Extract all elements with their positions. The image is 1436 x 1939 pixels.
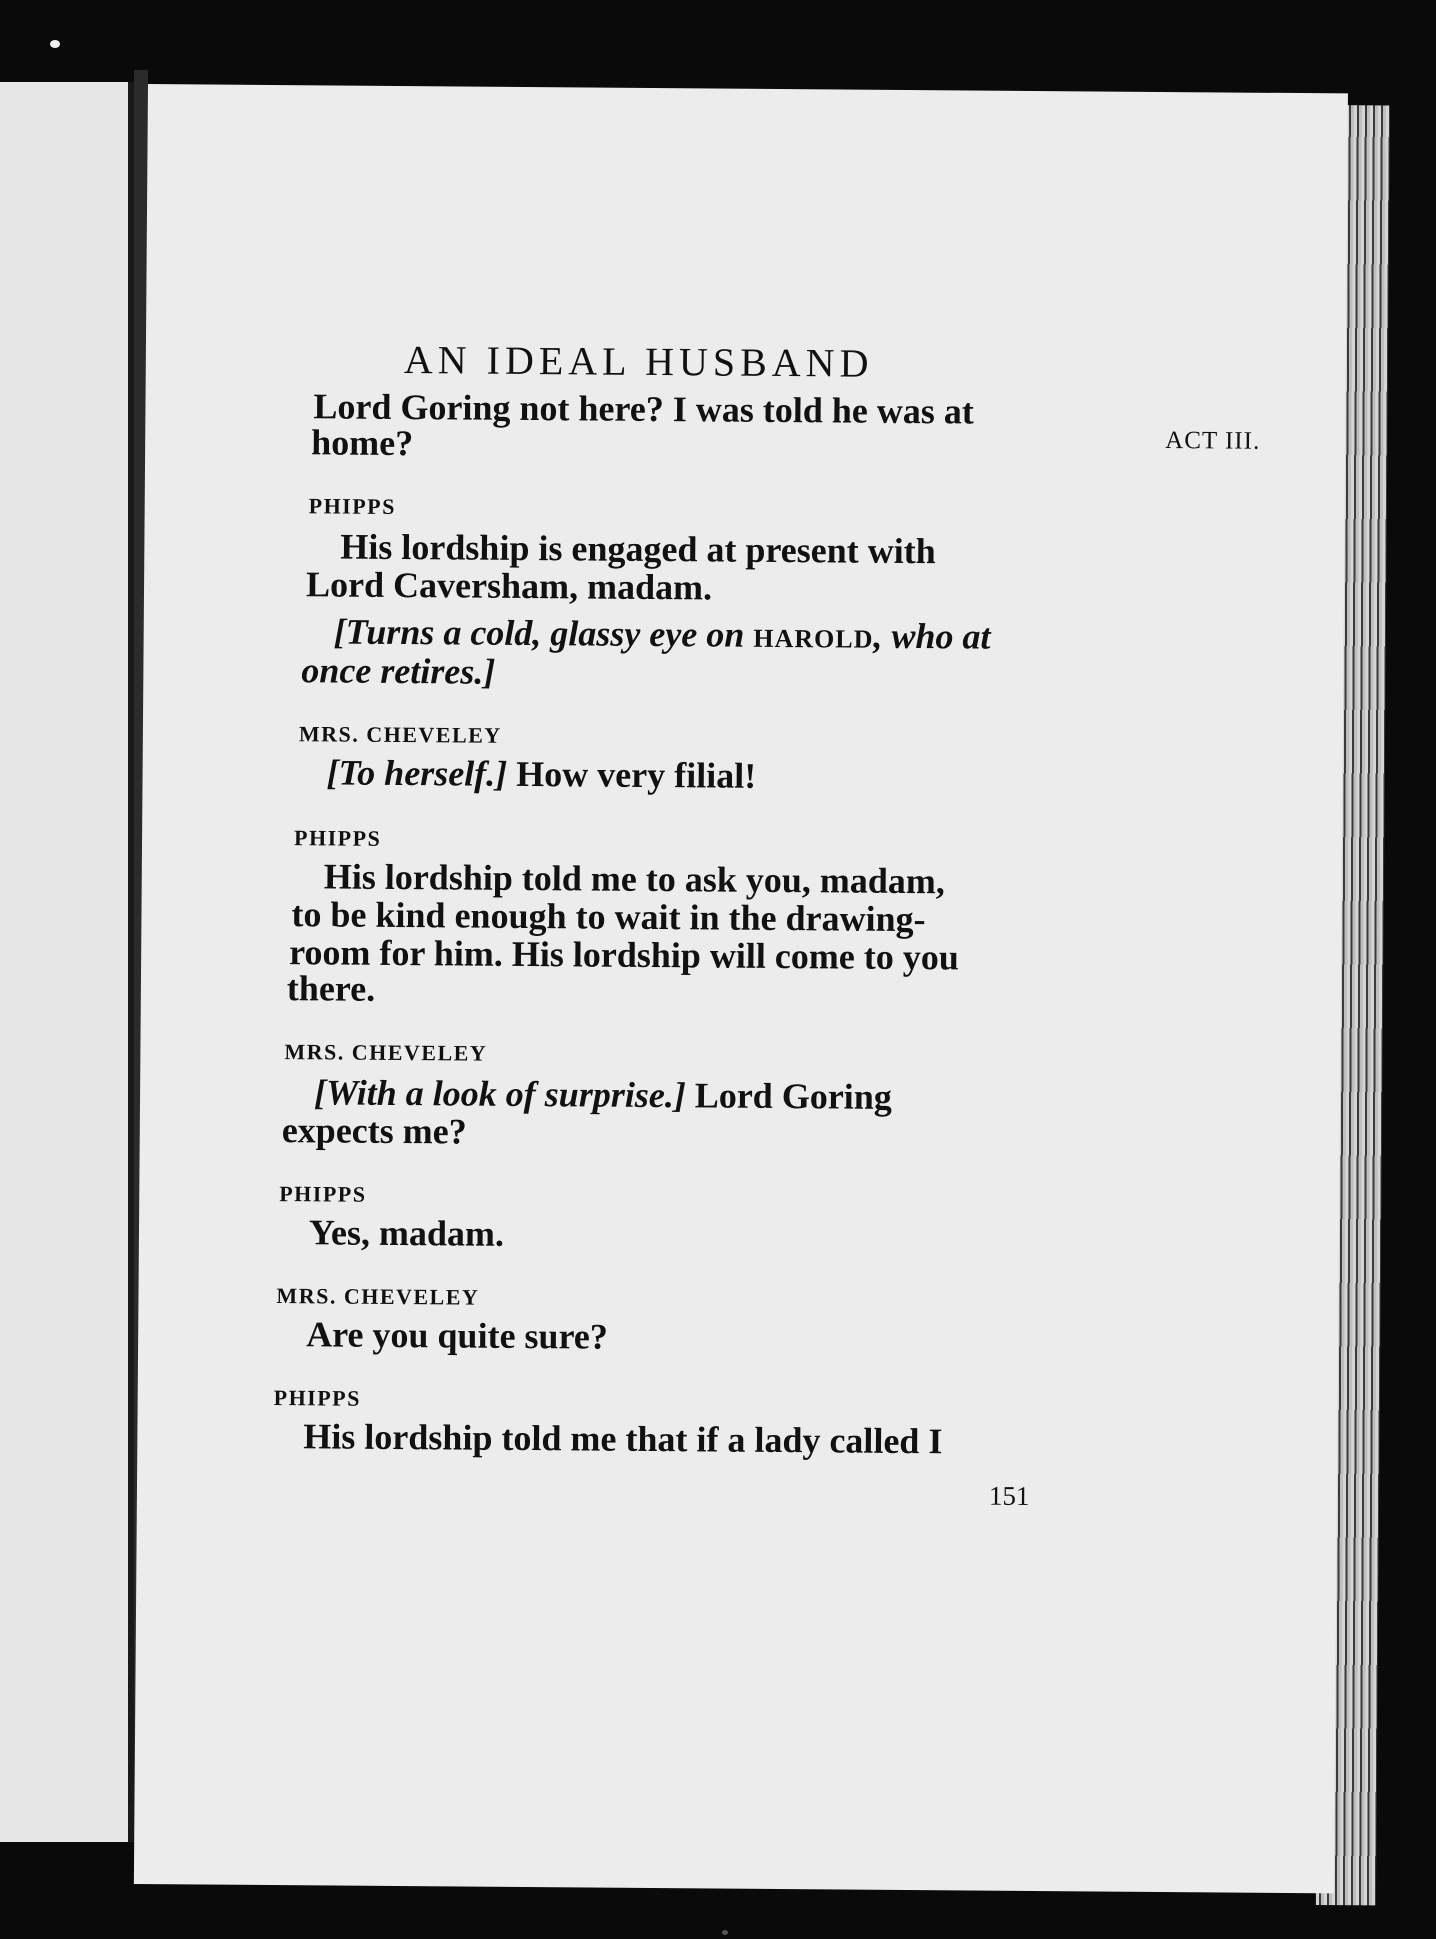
speaker-name: PHIPPS [273,1385,362,1411]
text-line: His lordship is engaged at present with [340,526,936,572]
text-line [326,751,756,796]
text-line: His lordship told me to ask you, madam, [323,856,946,902]
dialogue-text: How very filial! [507,753,757,796]
page-number: 151 [988,1480,1030,1511]
text-line: home? [311,422,414,464]
book-page [134,84,1348,1893]
dialogue-text: Lord Goring [685,1075,892,1117]
text-line: Yes, madam. [308,1212,505,1254]
speaker-name: PHIPPS [279,1181,367,1207]
stage-direction: once retires.] [301,650,496,692]
scan-speck [50,40,60,48]
speaker-name: MRS. CHEVELEY [284,1039,488,1066]
text-line: Lord Goring not here? I was told he was at [313,386,974,432]
text-line: His lordship told me that if a lady called I [303,1416,943,1462]
text-line: Lord Caversham, madam. [305,564,713,608]
stage-direction-text: [Turns a cold, glassy eye on [333,611,754,655]
stage-direction-text: [To herself.] [326,752,508,794]
speaker-name: PHIPPS [308,493,397,519]
text-line: Are you quite sure? [306,1314,609,1357]
text-line: expects me? [281,1110,467,1152]
text-line: room for him. His lordship will come to you [289,932,960,978]
facing-page [0,82,134,1842]
speaker-name: MRS. CHEVELEY [276,1283,480,1310]
running-head: AN IDEAL HUSBAND [403,337,874,386]
act-label: ACT III. [1165,427,1261,455]
speaker-name: PHIPPS [293,825,382,851]
text-line: there. [286,968,376,1009]
speaker-name: MRS. CHEVELEY [298,721,502,748]
stage-direction-text: [With a look of surprise.] [313,1072,686,1116]
text-line: to be kind enough to wait in the drawing- [291,894,926,940]
character-name: HAROLD [753,623,874,654]
stage-direction-text: , who at [873,615,991,657]
scan-speck [722,1930,728,1935]
